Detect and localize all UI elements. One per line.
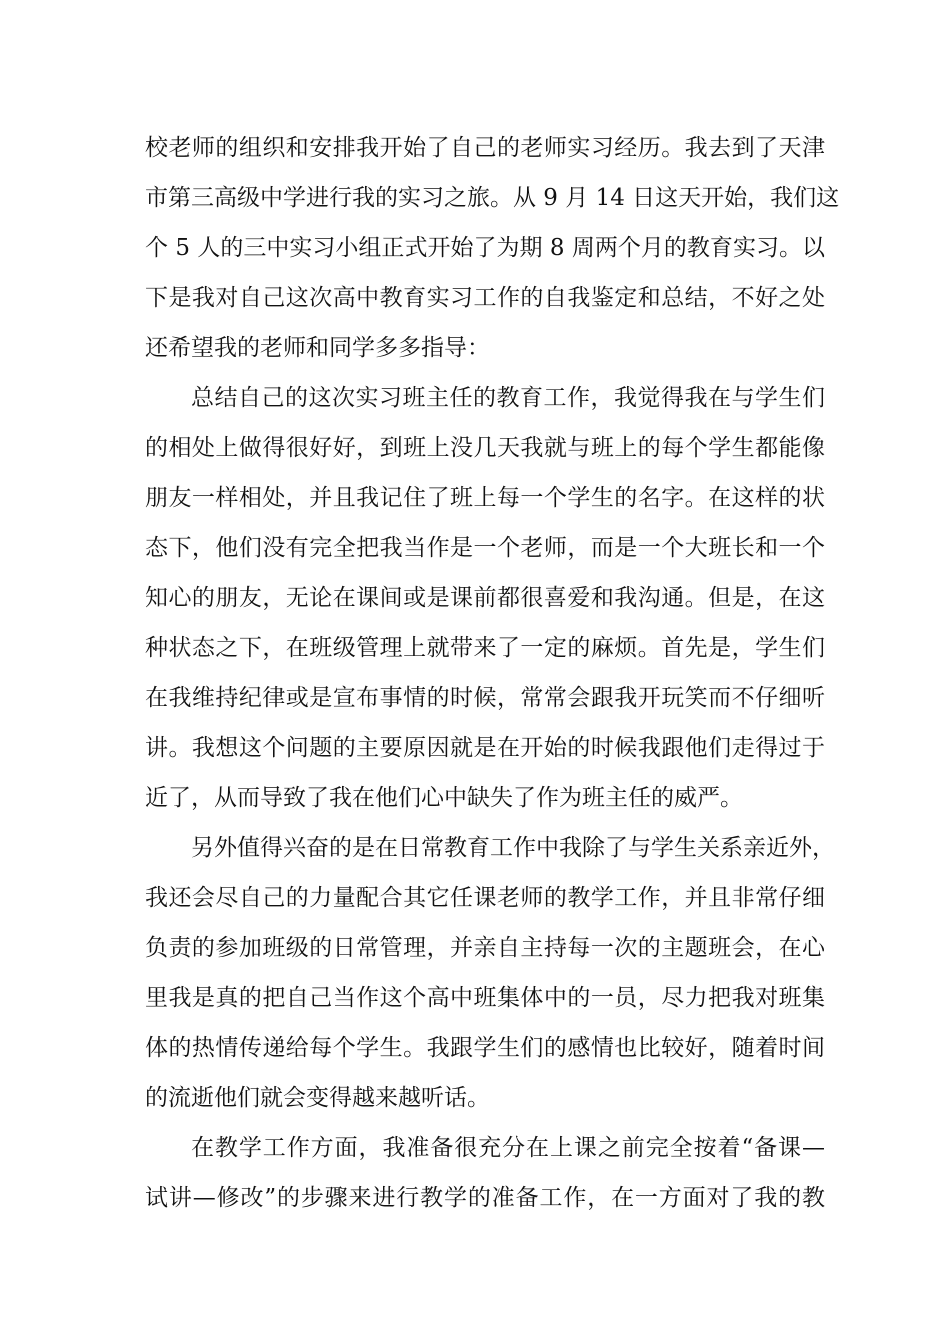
body-text: [145, 123, 840, 1223]
text-line: 在教学工作方面，我准备很充分在上课之前完全按着“备课—: [191, 1135, 825, 1161]
text-line: 的流逝他们就会变得越来越听话。: [145, 1085, 490, 1111]
text-line: 体的热情传递给每个学生。我跟学生们的感情也比较好，随着时间: [145, 1035, 825, 1061]
text-line: 种状态之下，在班级管理上就带来了一定的麻烦。首先是，学生们: [145, 635, 825, 661]
text-line: 还希望我的老师和同学多多指导：: [145, 335, 490, 361]
text-line: 试讲—修改”的步骤来进行教学的准备工作，在一方面对了我的教: [145, 1185, 825, 1211]
text-line: 近了，从而导致了我在他们心中缺失了作为班主任的威严。: [145, 785, 743, 811]
text-line: 讲。我想这个问题的主要原因就是在开始的时候我跟他们走得过于: [145, 735, 825, 761]
text-line: 里我是真的把自己当作这个高中班集体中的一员，尽力把我对班集: [145, 985, 825, 1011]
text-line: 态下，他们没有完全把我当作是一个老师，而是一个大班长和一个: [145, 535, 825, 561]
text-line: 个 5 人的三中实习小组正式开始了为期 8 周两个月的教育实习。以: [145, 235, 825, 261]
text-line: 知心的朋友，无论在课间或是课前都很喜爱和我沟通。但是，在这: [145, 585, 825, 611]
text-line: 朋友一样相处，并且我记住了班上每一个学生的名字。在这样的状: [145, 485, 825, 511]
paragraph: [145, 1123, 825, 1223]
text-line: 校老师的组织和安排我开始了自己的老师实习经历。我去到了天津: [145, 135, 825, 161]
text-line: 我还会尽自己的力量配合其它任课老师的教学工作，并且非常仔细: [145, 885, 825, 911]
text-line: 负责的参加班级的日常管理，并亲自主持每一次的主题班会，在心: [145, 935, 825, 961]
text-line: 在我维持纪律或是宣布事情的时候，常常会跟我开玩笑而不仔细听: [145, 685, 825, 711]
paragraph: [145, 123, 840, 373]
text-line: 下是我对自己这次高中教育实习工作的自我鉴定和总结，不好之处: [145, 285, 825, 311]
text-line: 总结自己的这次实习班主任的教育工作，我觉得我在与学生们: [191, 385, 825, 411]
paragraph: [145, 823, 835, 1123]
text-line: 市第三高级中学进行我的实习之旅。从 9 月 14 日这天开始，我们这: [145, 185, 840, 211]
paragraph: [145, 373, 825, 823]
text-line: 另外值得兴奋的是在日常教育工作中我除了与学生关系亲近外，: [191, 835, 835, 861]
text-line: 的相处上做得很好好，到班上没几天我就与班上的每个学生都能像: [145, 435, 825, 461]
